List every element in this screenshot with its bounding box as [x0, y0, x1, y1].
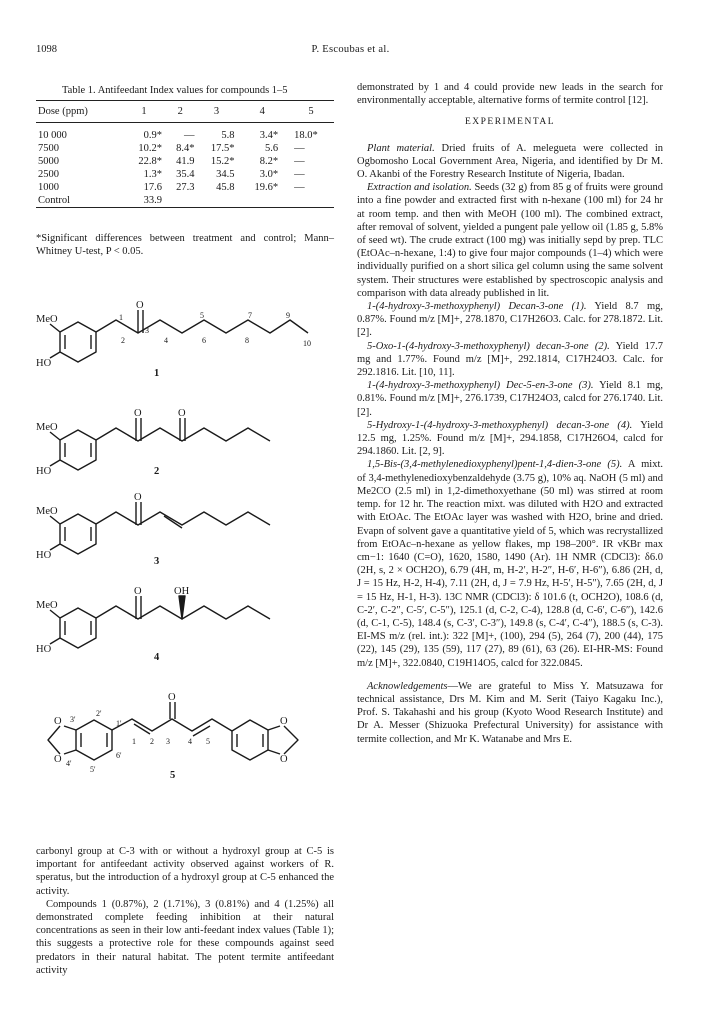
table-caption: Table 1. Antifeedant Index values for compounds 1–5: [62, 85, 288, 96]
locant: 2: [150, 737, 154, 746]
locant: 1: [119, 313, 123, 322]
table-cell: 3.0*: [259, 169, 279, 180]
right-column-text: [357, 81, 663, 746]
table-header-cell: 4: [259, 105, 265, 117]
structure-4: [50, 596, 270, 648]
table-cell: 34.5: [216, 169, 235, 180]
paragraph: [357, 680, 663, 746]
paragraph-body: Yield 8.7 mg, 0.87%. Found m/z [M]+, 278.1870, C17H26O3. Calc. for 278.1872. Lit. [2].: [357, 301, 663, 339]
paragraph-title: 1-(4-hydroxy-3-methoxyphenyl) Decan-3-one (1).: [367, 301, 587, 313]
compound-label-3: 3: [154, 556, 160, 567]
ho-label: HO: [36, 358, 52, 369]
table-cell: 1000: [38, 182, 59, 193]
paragraph-body: Seeds (32 g) from 85 g of fruits were ground into a fine powder and extracted first with n-hexane (100 ml) for 24 hr at room temp. and then with MeOH (100 ml). The combined extract, after removal of solvent, yielded a pungent pale yellow oil (1.85 g, 5.8% of seed wt). The crude extract (100 mg) was initially sepd by prep. TLC (EtOAc–n-hexane, 1:4) to give four major compounds (1–4) which were individually purified on a short silica gel column using the same solvent system. Their structures were established by spectroscopic analysis and comparison with data already published in lit.: [357, 182, 664, 299]
locant: 4: [188, 737, 192, 746]
paragraph: demonstrated by 1 and 4 could provide new leads in the search for environmentally acceptable, alternative forms of termite control [12].: [357, 82, 663, 107]
paragraph-body: Yield 8.1 mg, 0.81%. Found m/z [M]+, 276.1739, C17H24O3, calcd for 276.1740. Lit. [2].: [357, 380, 663, 418]
paragraph-body: —We are grateful to Miss Y. Matsuzawa for technical assistance, Drs M. Kim and M. Serit (Taiyo Kagaku Inc.), Prof. S. Takahashi and his group (Kyoto Wood Research Institute) and Dr A. Messer (Shizuoka Prefectural University) for assistance with termite collection, and Mr K. Watanabe and Mrs E.: [357, 680, 663, 745]
oh-label: OH: [174, 586, 190, 597]
paragraph: [357, 300, 663, 340]
table-header-cell: Dose (ppm): [38, 105, 88, 117]
locant: 6': [116, 751, 122, 760]
table-cell: Control: [38, 195, 71, 206]
locant: 1': [116, 719, 122, 728]
oxygen-label: O: [134, 492, 142, 503]
table-cell: 2500: [38, 169, 59, 180]
table-header-row: [36, 101, 334, 123]
locant: 7: [248, 311, 252, 320]
table-header-cell: 3: [213, 105, 220, 117]
table-cell: [288, 194, 334, 208]
table-cell: —: [294, 169, 305, 180]
table-row: [36, 155, 334, 168]
table-cell: 8.4*: [176, 143, 195, 154]
locant: 10: [303, 339, 311, 348]
table-cell: 5.8: [221, 130, 235, 141]
table-cell: —: [294, 182, 305, 193]
table-cell: 19.6*: [254, 182, 279, 193]
table-row: [36, 194, 334, 208]
table-cell: 0.9*: [143, 130, 163, 141]
table-cell: [164, 194, 196, 208]
section-heading: EXPERIMENTAL: [464, 117, 556, 128]
locant: 8: [245, 336, 249, 345]
running-title: P. Escoubas et al.: [311, 44, 390, 55]
compound-label-1: 1: [154, 368, 160, 379]
table-cell: 10 000: [38, 130, 67, 141]
table-cell: 17.5*: [210, 143, 235, 154]
table-cell: —: [294, 156, 305, 167]
locant: 5: [206, 737, 210, 746]
paragraph-title: 5-Oxo-1-(4-hydroxy-3-methoxyphenyl) decan-3-one (2).: [367, 340, 610, 352]
paragraph-title: Acknowledgements: [367, 680, 448, 692]
left-column-text: [36, 845, 334, 977]
antifeedant-table: [36, 100, 334, 208]
table-cell: —: [294, 143, 305, 154]
structure-5: [48, 702, 298, 760]
paragraph-title: 1-(4-hydroxy-3-methoxyphenyl) Dec-5-en-3-one (3).: [367, 380, 594, 392]
oxygen-label: O: [54, 716, 62, 727]
paragraph-body: Yield 17.7 mg and 1.77%. Found m/z [M]+, 292.1814, C17H24O3. Calc. for 292.1816. Lit. [10, 11].: [357, 340, 663, 379]
table-cell: 33.9: [143, 195, 163, 206]
locant: 2': [96, 709, 102, 718]
structure-2: [50, 418, 270, 470]
table-cell: 35.4: [176, 169, 195, 180]
table-cell: 41.9: [176, 156, 195, 167]
oxygen-label: O: [280, 716, 288, 727]
locant: 5: [200, 311, 204, 320]
structure-1: [50, 310, 308, 362]
locant: 9: [286, 311, 290, 320]
structure-3: [50, 502, 270, 554]
locant: 3: [166, 737, 170, 746]
table-row: [36, 168, 334, 181]
table-cell: 10.2*: [138, 143, 163, 154]
table-cell: 22.8*: [138, 156, 163, 167]
table-cell: [236, 194, 288, 208]
paragraph: [357, 340, 663, 380]
table-cell: 5000: [38, 156, 59, 167]
oxygen-label: O: [134, 586, 142, 597]
meo-label: MeO: [36, 314, 58, 325]
table-row: [36, 123, 334, 143]
oxygen-label: O: [168, 692, 176, 703]
table-cell: 15.2*: [210, 156, 235, 167]
table-cell: [196, 194, 236, 208]
paragraph-title: 1,5-Bis-(3,4-methylenedioxyphenyl)pent-1,4-dien-3-one (5).: [367, 459, 623, 471]
meo-label: MeO: [36, 422, 58, 433]
oxygen-label: O: [134, 408, 142, 419]
locant: 3': [70, 715, 76, 724]
table-row: [36, 142, 334, 155]
compound-label-2: 2: [154, 466, 160, 477]
table-row: [36, 181, 334, 194]
paragraph-body: A mixt. of 3,4-methylenedioxybenzaldehyde (3.75 g), 10% aq. NaOH (5 ml) and Me2CO (2.5 ml) in 1,2-dimethoxyethane (50 ml) was stirred at room temp. for 12 hr. The reaction mixt. was diluted with H2O and extracted with EtOAc. The EtOAc layer was washed with H2O, brine and dried. Evapn of solvent gave a quantitative yield of 5, which was recrystallized from EtOAc–n-hexane as yellow flakes, mp 198–200°. IR νKBr max cm−1: 1640 (C=O), 1620, 1580, 1490 (Ar). 1H NMR (CDCl3): δ6.0 (2H, s, 2 × OCH2O), 6.79 (4H, m, H-2′, H-2″, H-6′, H-6″), 6.86 (2H, d, J = 15 Hz, H-2, H-4), 7.11 (2H, d, J = 7.9 Hz, H-5′, H-5″), 7.65 (2H, d, J = 15 Hz, H-1, H-3). 13C NMR (CDCl3): δ 101.6 (t, OCH2O), 108.6 (d, C-2′, C-2″, C-5′, C-5″), 125.1 (d, C-2, C-4), 128.8 (d, C-6′, C-6″), 142.6 (d, C-1, C-5), 148.4 (s, C-3′, C-3″), 149.8 (s, C-4′, C-4″), 188.5 (s, C-3). EI-MS m/z (rel. int.): 322 [M]+, (100), 294 (5), 264 (7), 200 (44), 175 (22), 145 (29), 135 (59), 117 (27), 89 (61), 63 (26). EI-HR-MS: Found m/z [M]+, 322.0840, C19H14O5, calcd for 322.0845.: [357, 459, 663, 669]
page-number: 1098: [36, 44, 57, 55]
table-cell: 8.2*: [259, 156, 279, 167]
paragraph: [357, 419, 663, 459]
table-header-cell: 5: [308, 105, 314, 117]
oxygen-label: O: [136, 300, 144, 311]
paragraph: carbonyl group at C-3 with or without a hydroxyl group at C-5 is important for antifeedant activity observed against workers of R. speratus, but the introduction of a hydroxyl group at C-5 enhanced the activity.: [36, 846, 334, 897]
locant: 4': [66, 759, 72, 768]
oxygen-label: O: [178, 408, 186, 419]
meo-label: MeO: [36, 600, 58, 611]
ho-label: HO: [36, 644, 52, 655]
table-cell: 1.3*: [143, 169, 163, 180]
ho-label: HO: [36, 550, 52, 561]
meo-label: MeO: [36, 506, 58, 517]
locant: 4: [164, 336, 168, 345]
locant: 2: [121, 336, 125, 345]
table-cell: 17.6: [143, 182, 163, 193]
compound-label-5: 5: [170, 770, 176, 781]
oxygen-label: O: [54, 754, 62, 765]
paragraph-body: Dried fruits of A. melegueta were collected in Ogbomosho Local Government Area, Nigeria, and identified by Dr M. O. Akanbi of the Forestry Research Institute of Nigeria, Ibadan.: [357, 142, 663, 181]
paragraph-body: Yield 12.5 mg, 1.25%. Found m/z [M]+, 294.1858, C17H26O4, calcd for 294.1860. Lit. [2, 9].: [357, 419, 663, 458]
locant: 1: [132, 737, 136, 746]
table-cell: 3.4*: [259, 130, 279, 141]
paragraph-title: Extraction and isolation.: [367, 182, 472, 194]
oxygen-label: O: [280, 754, 288, 765]
table-footnote: *Significant differences between treatment and control; Mann–Whitney U-test, P < 0.05.: [36, 233, 334, 257]
paragraph: [357, 181, 663, 300]
paragraph: [357, 379, 663, 419]
table-cell: 5.6: [264, 143, 279, 154]
paragraph: [357, 458, 663, 669]
locant: 6: [202, 336, 206, 345]
ho-label: HO: [36, 466, 52, 477]
table-header-cell: 1: [141, 105, 147, 117]
paragraph-title: 5-Hydroxy-1-(4-hydroxy-3-methoxyphenyl) decan-3-one (4).: [367, 419, 633, 431]
paragraph: Compounds 1 (0.87%), 2 (1.71%), 3 (0.81%) and 4 (1.25%) all demonstrated complete feeding inhibition at their natural concentrations as seen in their low anti-feedant index values (Table 1); this suggests a protective role for these compounds against seed predators in their natural habitat. The potent termite antifeedant activity: [36, 898, 334, 976]
paragraph: [357, 142, 663, 182]
table-cell: 18.0*: [294, 130, 318, 141]
table-cell: 7500: [38, 143, 59, 154]
locant: 3: [145, 326, 149, 335]
table-cell: 27.3: [176, 182, 195, 193]
table-cell: —: [183, 130, 195, 141]
paragraph-title: Plant material.: [367, 142, 435, 154]
compound-label-4: 4: [154, 652, 160, 663]
table-header-cell: 2: [177, 105, 183, 117]
locant: 5': [90, 765, 96, 774]
chemical-structures-figure: [36, 288, 330, 836]
table-cell: 45.8: [216, 182, 235, 193]
